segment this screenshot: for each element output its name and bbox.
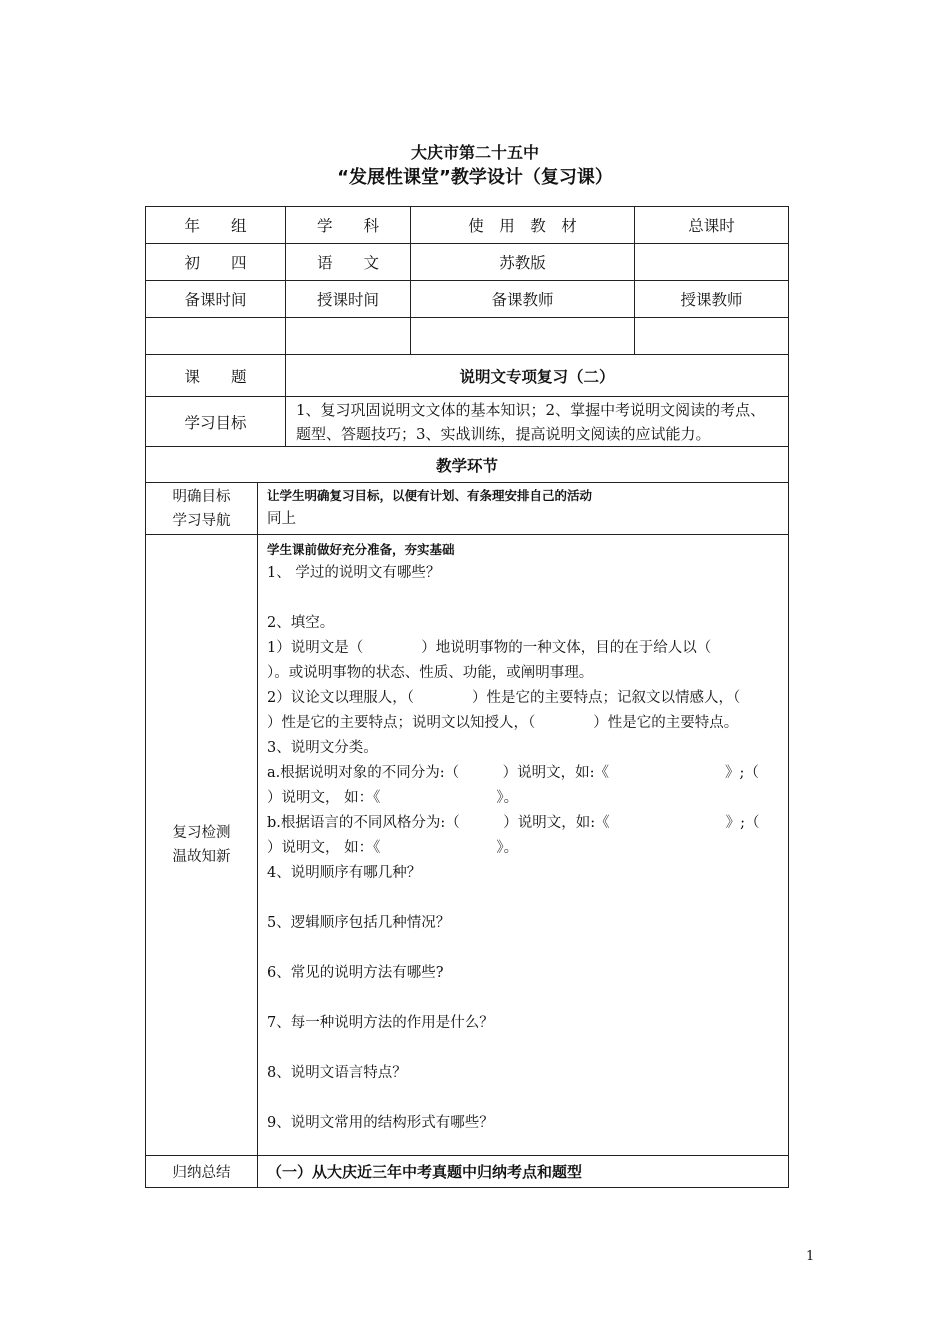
cell-topic-value: 说明文专项复习（二） [286, 355, 789, 397]
cell-goal-value: 1、复习巩固说明文文体的基本知识；2、掌握中考说明文阅读的考点、题型、答题技巧；3、实战训练，提高说明文阅读的应试能力。 [286, 397, 789, 447]
cell-subject-value: 语 文 [286, 244, 411, 281]
cell-prep-time-label: 备课时间 [146, 281, 286, 318]
cell-topic-label: 课 题 [146, 355, 286, 397]
question-2: 2、填空。 [267, 615, 335, 631]
step1-row [146, 483, 789, 535]
cell-prep-teacher-label: 备课教师 [411, 281, 635, 318]
page-number: 1 [806, 1249, 815, 1264]
cell-class-time-value [286, 318, 411, 355]
question-3b-line1: b.根据语言的不同风格分为:（ ）说明文，如:《 》;（ [267, 815, 760, 831]
teaching-section-title: 教学环节 [146, 447, 789, 483]
teaching-section-row [146, 447, 789, 483]
question-3a-line1: a.根据说明对象的不同分为:（ ）说明文，如:《 》;（ [267, 765, 759, 781]
info-row-goal [146, 397, 789, 447]
info-row-empty [146, 318, 789, 355]
cell-grade-value: 初 四 [146, 244, 286, 281]
school-name: 大庆市第二十五中 [410, 143, 539, 162]
step1-label-line1: 明确目标 [172, 488, 231, 505]
answer-space-5 [267, 936, 782, 961]
question-3b-line2: ）说明文， 如：《 》。 [267, 840, 519, 856]
step2-content [258, 535, 789, 1156]
step1-label-line2: 学习导航 [172, 512, 231, 529]
answer-space-6 [267, 986, 782, 1011]
question-3a-line2: ）说明文， 如：《 》。 [267, 790, 519, 806]
answer-space-7 [267, 1036, 782, 1061]
question-3: 3、说明文分类。 [267, 740, 378, 756]
cell-prep-teacher-value [411, 318, 635, 355]
step2-label-line2: 温故知新 [172, 849, 231, 865]
question-8: 8、说明文语言特点？ [267, 1065, 407, 1081]
step3-row [146, 1156, 789, 1188]
cell-textbook-value: 苏教版 [411, 244, 635, 281]
question-2-2-line1: 2）议论文以理服人，（ ）性是它的主要特点；记叙文以情感人，（ [267, 690, 741, 706]
step3-text: （一）从大庆近三年中考真题中归纳考点和题型 [258, 1156, 789, 1188]
cell-goal-label: 学习目标 [146, 397, 286, 447]
cell-class-time-label: 授课时间 [286, 281, 411, 318]
step2-label-line1: 复习检测 [172, 825, 231, 841]
info-row-times [146, 281, 789, 318]
step1-text: 同上 [267, 511, 296, 527]
document-title: “发展性课堂”教学设计（复习课） [337, 167, 613, 188]
question-2-1-line2: ）。或说明事物的状态、性质、功能，或阐明事理。 [267, 665, 594, 681]
info-row-header [146, 207, 789, 244]
answer-space-8 [267, 1086, 782, 1111]
question-1: 1、 学过的说明文有哪些？ [267, 565, 441, 581]
cell-class-teacher-label: 授课教师 [635, 281, 789, 318]
cell-class-teacher-value [635, 318, 789, 355]
step1-content [258, 483, 789, 535]
step3-label: 归纳总结 [146, 1156, 258, 1188]
info-table [145, 206, 789, 447]
info-row-topic [146, 355, 789, 397]
info-row-values [146, 244, 789, 281]
step2-row [146, 535, 789, 1156]
cell-total-hours-label: 总课时 [635, 207, 789, 244]
cell-prep-time-value [146, 318, 286, 355]
step1-note: 让学生明确复习目标，以便有计划、有条理安排自己的活动 [267, 488, 593, 503]
question-4: 4、说明顺序有哪几种？ [267, 865, 422, 881]
teaching-table [145, 446, 789, 1188]
cell-grade-label: 年 组 [146, 207, 286, 244]
question-9: 9、说明文常用的结构形式有哪些？ [267, 1115, 494, 1131]
cell-subject-label: 学 科 [286, 207, 411, 244]
question-6: 6、常见的说明方法有哪些? [267, 965, 444, 981]
question-2-1-line1: 1）说明文是（ ）地说明事物的一种文体，目的在于给人以（ [267, 640, 712, 656]
cell-total-hours-value [635, 244, 789, 281]
step1-label [146, 483, 258, 535]
answer-space-4 [267, 886, 782, 911]
question-5: 5、逻辑顺序包括几种情况？ [267, 915, 451, 931]
answer-space-1 [267, 586, 782, 611]
step2-note: 学生课前做好充分准备，夯实基础 [267, 542, 455, 557]
step2-label [146, 535, 258, 1156]
cell-textbook-label: 使 用 教 材 [411, 207, 635, 244]
question-2-2-line2: ）性是它的主要特点；说明文以知授人，（ ）性是它的主要特点。 [267, 715, 739, 731]
question-7: 7、每一种说明方法的作用是什么？ [267, 1015, 494, 1031]
